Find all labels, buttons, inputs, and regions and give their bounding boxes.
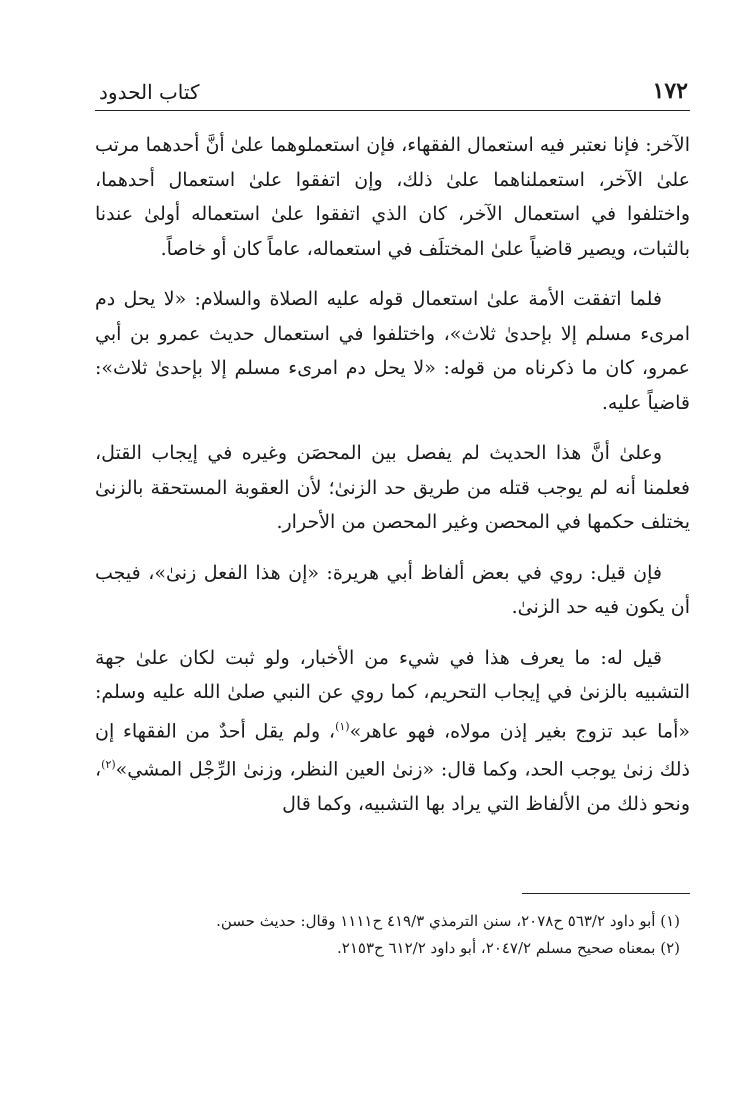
footnotes: [95, 908, 690, 962]
footnote: (٢) بمعناه صحيح مسلم ٢٠٤٧/٢، أبو داود ٦١٢/٢ ح٢١٥٣.: [337, 939, 680, 957]
footnote-separator: [522, 893, 690, 894]
paragraph-text: ، ونحو ذلك من الألفاظ التي يراد بها التشبيه، وكما قال: [95, 758, 690, 816]
running-header: [95, 78, 690, 111]
paragraph: [95, 641, 690, 822]
footnote-ref: (١): [335, 719, 350, 733]
paragraph: فإن قيل: روي في بعض ألفاظ أبي هريرة: «إن هذا الفعل زنىٰ»، فيجب أن يكون فيه حد الزنىٰ.: [95, 561, 690, 618]
page-number: ١٧٢: [652, 78, 688, 104]
paragraph: فلما اتفقت الأمة علىٰ استعمال قوله عليه الصلاة والسلام: «لا يحل دم امرىء مسلم إلا بإحدىٰ ثلاث»، واختلفوا في استعمال حديث عمرو بن أبي عمرو، كان ما ذكرناه من قوله: «لا يحل دم امرىء مسلم إلا بإحدىٰ ثلاث»: قاضياً عليه.: [95, 288, 690, 414]
footnote-ref: (٢): [101, 758, 116, 772]
paragraph-text: ، ولم يقل أحدٌ من الفقهاء إن ذلك زنىٰ يوجب الحد، وكما قال: «زنىٰ العين النظر، وزنىٰ الرِّجْل المشي»: [95, 719, 690, 781]
main-text: [95, 128, 690, 822]
book-title: كتاب الحدود: [99, 80, 200, 104]
paragraph: الآخر: فإنا نعتبر فيه استعمال الفقهاء، فإن استعملوهما علىٰ أنَّ أحدهما مرتب علىٰ الآخر، استعملناهما علىٰ ذلك، وإن اتفقوا علىٰ استعمال أحدهما، واختلفوا في استعمال الآخر، كان الذي اتفقوا علىٰ استعماله أولىٰ عندنا بالثبات، ويصير قاضياً علىٰ المختلَف في استعماله، عاماً كان أو خاصاً.: [94, 134, 690, 260]
paragraph-text: قيل له: ما يعرف هذا في شيء من الأخبار، ولو ثبت لكان علىٰ جهة التشبيه بالزنىٰ في إيجاب التحريم، كما روي عن النبي صلىٰ الله عليه وسلم: «أما عبد تزوج بغير إذن مولاه، فهو عاهر»: [95, 646, 690, 742]
paragraph: وعلىٰ أنَّ هذا الحديث لم يفصل بين المحصَن وغيره في إيجاب القتل، فعلمنا أنه لم يوجب قتله من طريق حد الزنىٰ؛ لأن العقوبة المستحقة بالزنىٰ يختلف حكمها في المحصن وغير المحصن من الأحرار.: [95, 442, 690, 533]
footnote: (١) أبو داود ٥٦٣/٢ ح٢٠٧٨، سنن الترمذي ٤١٩/٣ ح١١١١ وقال: حديث حسن.: [216, 912, 680, 930]
